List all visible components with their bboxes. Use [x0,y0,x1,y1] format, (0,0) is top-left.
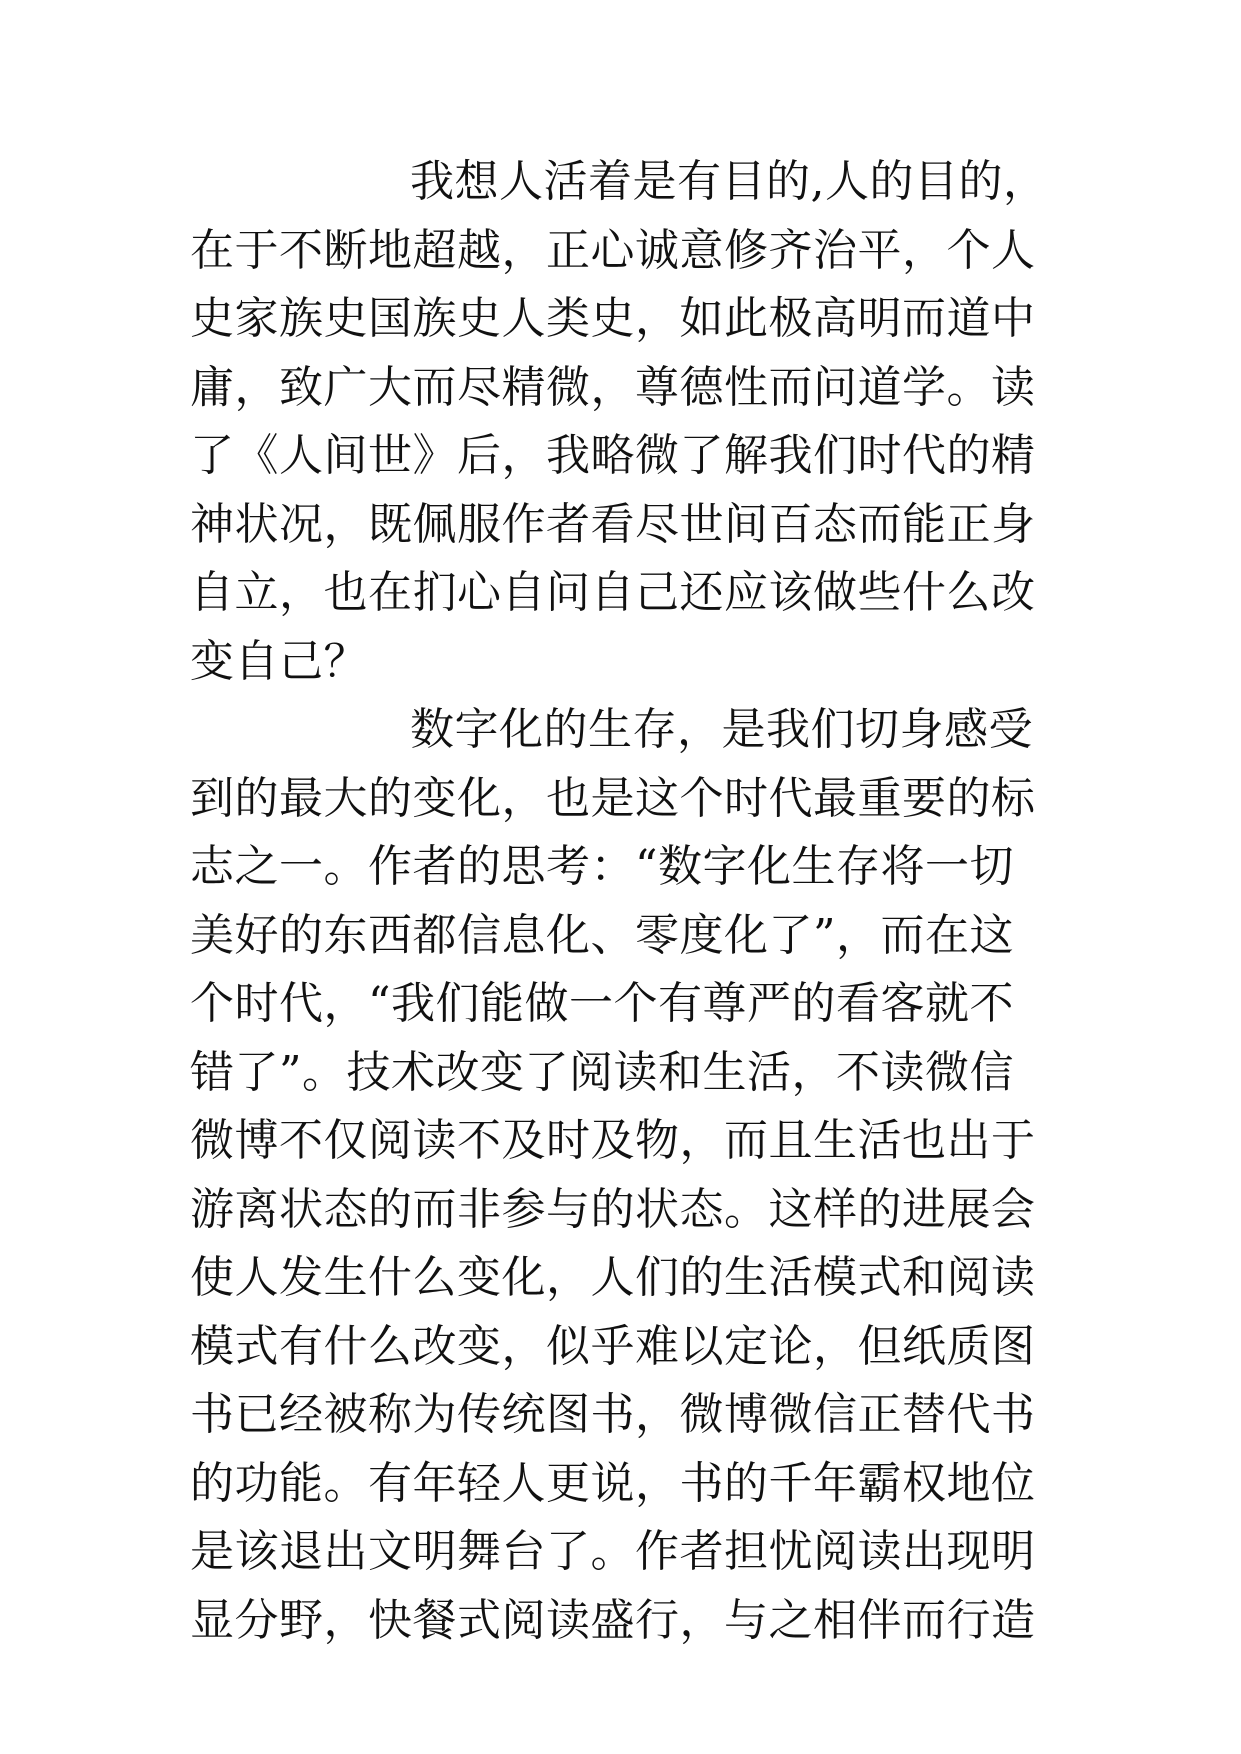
paragraph-line: 在于不断地超越，正心诚意修齐治平，个人 [190,224,1036,276]
paragraph-line: 错了”。技术改变了阅读和生活，不读微信 [190,1046,1014,1098]
paragraph-line: 的功能。有年轻人更说，书的千年霸权地位 [190,1457,1036,1509]
paragraph-line: 个时代，“我们能做一个有尊严的看客就不 [190,978,1014,1029]
paragraph-line: 神状况，既佩服作者看尽世间百态而能正身 [190,498,1036,550]
paragraph-line: 庸，致广大而尽精微，尊德性而问道学。读 [190,361,1036,413]
paragraph-line: 使人发生什么变化，人们的生活模式和阅读 [190,1252,1036,1303]
paragraph-line: 显分野，快餐式阅读盛行，与之相伴而行造 [190,1594,1036,1646]
paragraph-line: 自立，也在扪心自问自己还应该做些什么改 [190,567,1036,618]
paragraph-line: 志之一。作者的思考：“数字化生存将一切 [190,841,1014,892]
paragraph-line: 到的最大的变化，也是这个时代最重要的标 [190,772,1036,824]
paragraph-line: 是该退出文明舞台了。作者担忧阅读出现明 [190,1526,1036,1577]
paragraph-line: 游离状态的而非参与的状态。这样的进展会 [190,1183,1036,1235]
paragraph-2 [190,696,1070,1655]
paragraph-1 [190,148,1070,696]
paragraph-line: 模式有什么改变，似乎难以定论，但纸质图 [190,1320,1036,1372]
paragraph-line: 史家族史国族史人类史，如此极高明而道中 [190,293,1036,344]
paragraph-line: 我想人活着是有目的,人的目的， [410,156,1048,207]
paragraph-line: 了《人间世》后，我略微了解我们时代的精 [190,430,1036,481]
paragraph-line: 微博不仅阅读不及时及物，而且生活也出于 [190,1115,1036,1166]
paragraph-line: 书已经被称为传统图书，微博微信正替代书 [190,1389,1036,1440]
body-text [190,148,1070,1655]
paragraph-line: 美好的东西都信息化、零度化了”，而在这 [190,909,1014,961]
paragraph-line: 变自己？ [190,635,368,687]
paragraph-line: 数字化的生存，是我们切身感受 [410,704,1033,755]
